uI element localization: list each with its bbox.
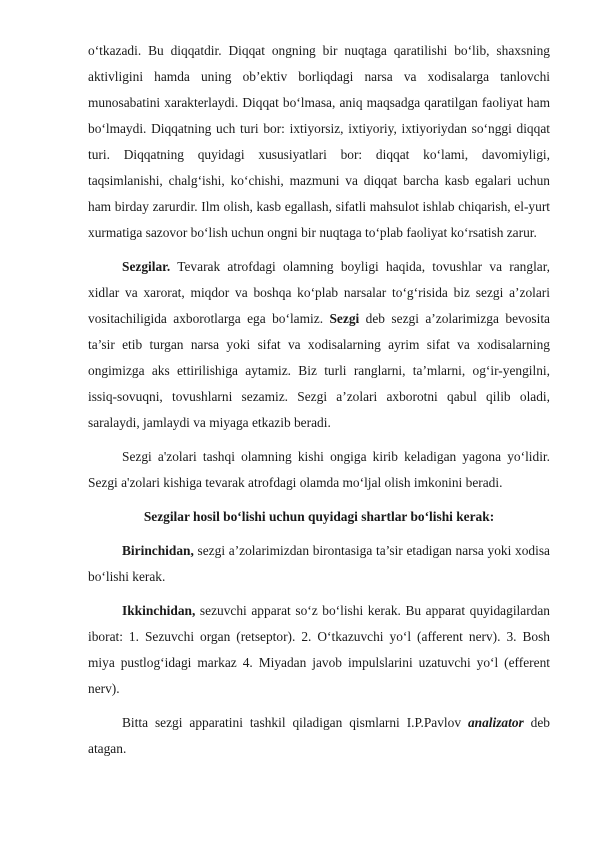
text-segment: sezuvchi apparat so‘z bo‘lishi kerak. Bu apparat quyidagilardan iborat: 1. Sezuvchi organ (retseptor). 2. O‘tkazuvchi yo‘l (afferent nerv). 3. Bosh miya pustlog‘idagi markaz 4. Miyadan javob impulslarini uzatuvchi yo‘l (efferent nerv).: [88, 603, 550, 696]
text-segment: deb sezgi a’zolarimizga bevosita ta’sir etib turgan narsa yoki sifat va xodisalarning ayrim sifat va xodisalarning ongimizga aks ettirilishiga aytamiz. Biz turli ranglarni, ta’mlarni, og‘ir-yengilni, issiq-sovuqni, tovushlarni sezamiz. Sezgi a’zolari axborotni qabul qilib oladi, saralaydi, jamlaydi va miyaga etkazib beradi.: [88, 311, 550, 430]
text-segment: sezgi a’zolarimizdan birontasiga ta’sir etadigan narsa yoki xodisa bo‘lishi kerak.: [88, 543, 550, 584]
text-segment: Bitta sezgi apparatini tashkil qiladigan qismlarni I.P.Pavlov: [122, 715, 468, 730]
paragraph-second-condition: [88, 598, 550, 702]
text-segment: deb atagan.: [88, 715, 551, 756]
bold-lead-birinchidan: Birinchidan,: [122, 543, 194, 558]
bold-italic-term-analizator: analizator: [467, 715, 524, 730]
paragraph-sensations: [88, 254, 550, 436]
paragraph-analyzer: [88, 710, 550, 762]
paragraph-attention: o‘tkazadi. Bu diqqatdir. Diqqat ongning bir nuqtaga qaratilishi bo‘lib, shaxsning aktivligini hamda uning ob’ektiv borliqdagi narsa va xodisalarga tanlovchi munosabatini xarakterlaydi. Diqqat bo‘lmasa, aniq maqsadga qaratilgan faoliyat ham bo‘lmaydi. Diqqatning uch turi bor: ixtiyorsiz, ixtiyoriy, ixtiyoriydan so‘nggi diqqat turi. Diqqatning quyidagi xususiyatlari bor: diqqat ko‘lami, davomiyligi, taqsimlanishi, chalg‘ishi, ko‘chishi, mazmuni va diqqat barcha kasb egalari uchun ham birday zarurdir. Ilm olish, kasb egallash, sifatli mahsulot ishlab chiqarish, el-yurt xurmatiga sazovor bo‘lish uchun ongni bir nuqtaga to‘plab faoliyat ko‘rsatish zarur.: [88, 43, 550, 240]
section-heading: Sezgilar hosil bo‘lishi uchun quyidagi shartlar bo‘lishi kerak:: [143, 509, 495, 524]
paragraph-first-condition: [88, 538, 550, 590]
bold-term-sezgi: Sezgi: [329, 311, 360, 326]
text-segment: Tevarak atrofdagi olamning boyligi haqida, tovushlar va ranglar, xidlar va xarorat, miqdor va boshqa ko‘plab narsalar to‘g‘risida biz sezgi a’zolari vositachiligida axborotlarga ega bo‘lamiz.: [88, 259, 550, 326]
bold-lead-ikkinchidan: Ikkinchidan,: [122, 603, 196, 618]
paragraph-sense-organs: Sezgi a'zolari tashqi olamning kishi ongiga kirib keladigan yagona yo‘lidir. Sezgi a'zolari kishiga tevarak atrofdagi olamda mo‘ljal olish imkonini beradi.: [88, 449, 550, 490]
bold-lead-sezgilar: Sezgilar.: [122, 259, 171, 274]
